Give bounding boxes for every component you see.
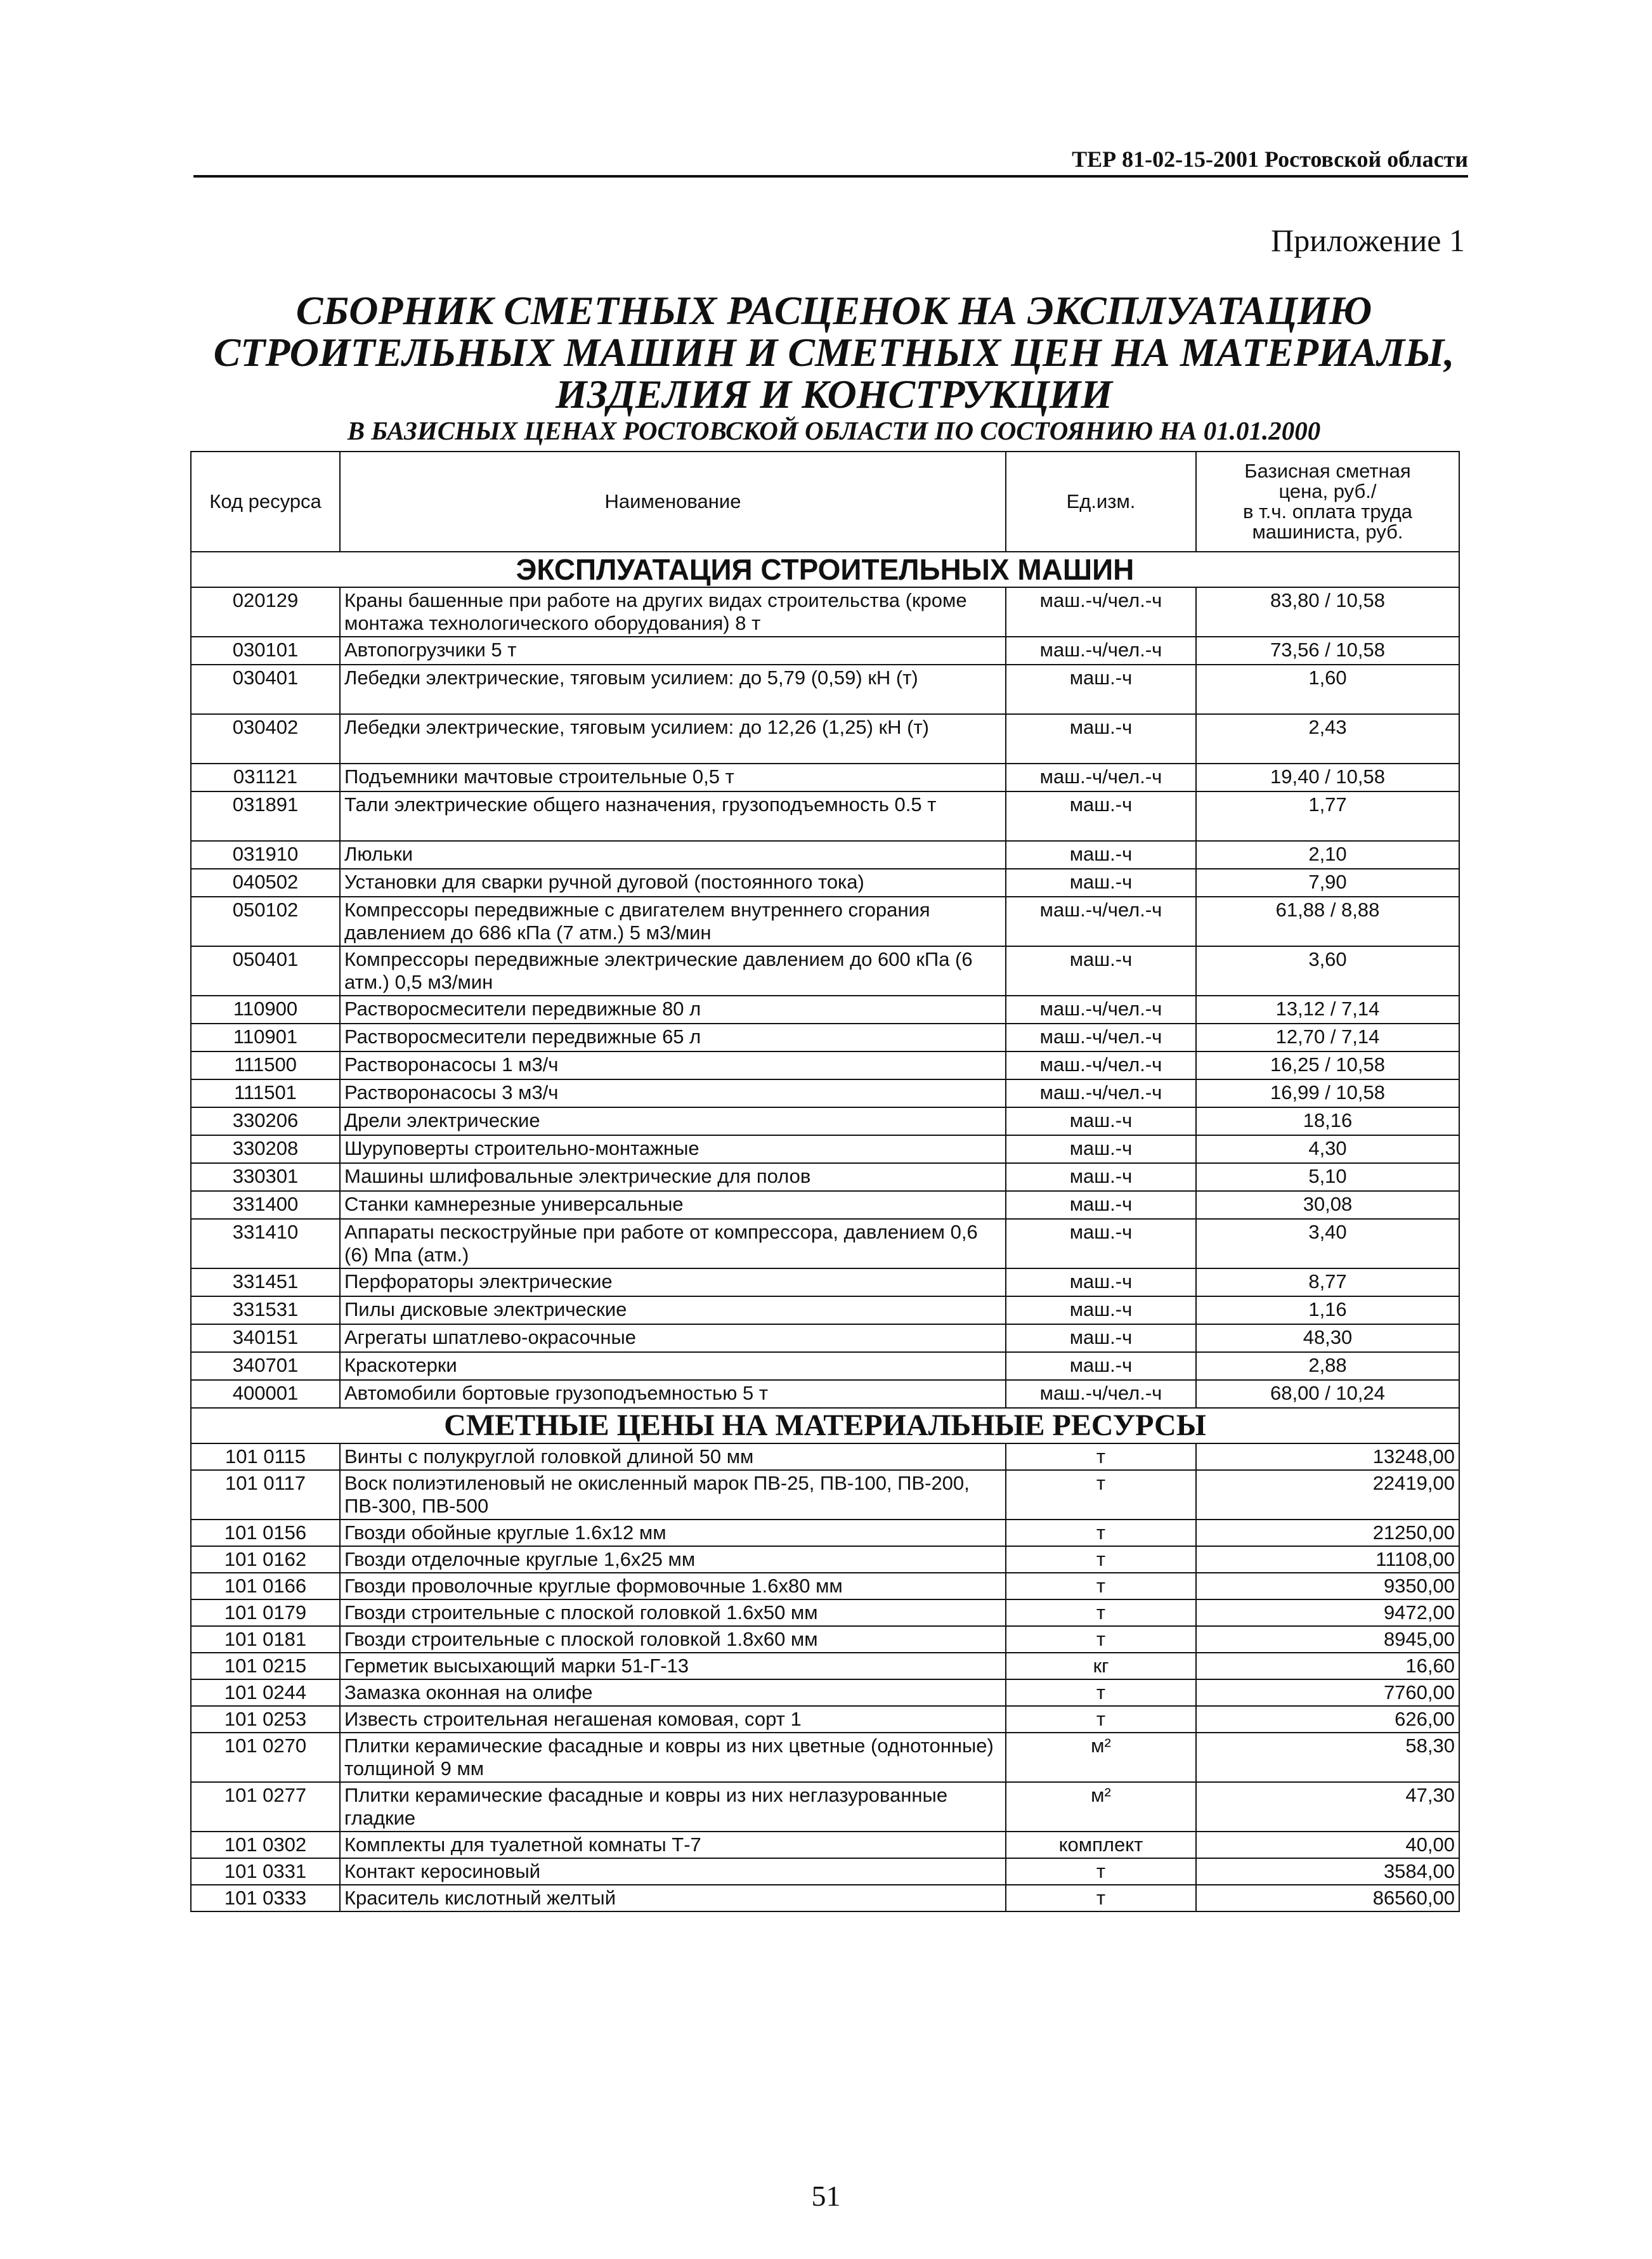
table-row: [191, 1733, 1459, 1782]
resource-name: Дрели электрические: [340, 1107, 1006, 1135]
unit-of-measure: маш.-ч: [1006, 1219, 1196, 1268]
unit-of-measure: т: [1006, 1573, 1196, 1599]
unit-of-measure: т: [1006, 1546, 1196, 1573]
base-price: 58,30: [1196, 1733, 1459, 1782]
base-price: 19,40 / 10,58: [1196, 764, 1459, 791]
resource-name: Люльки: [340, 841, 1006, 869]
resource-code: 101 0181: [191, 1626, 340, 1653]
col-header-price: [1196, 452, 1459, 552]
base-price: 16,60: [1196, 1653, 1459, 1679]
unit-of-measure: маш.-ч: [1006, 1163, 1196, 1191]
base-price: 4,30: [1196, 1135, 1459, 1163]
resource-code: 030101: [191, 637, 340, 665]
resource-name: Замазка оконная на олифе: [340, 1679, 1006, 1706]
unit-of-measure: маш.-ч: [1006, 1135, 1196, 1163]
resource-code: 110900: [191, 996, 340, 1024]
table-row: [191, 791, 1459, 841]
resource-code: 031121: [191, 764, 340, 791]
resource-name: Автопогрузчики 5 т: [340, 637, 1006, 665]
unit-of-measure: маш.-ч: [1006, 1191, 1196, 1219]
table-row: [191, 1268, 1459, 1296]
base-price: 83,80 / 10,58: [1196, 587, 1459, 637]
col-header-price-line-1: Базисная сметная: [1244, 460, 1411, 482]
table-row: [191, 587, 1459, 637]
base-price: 30,08: [1196, 1191, 1459, 1219]
unit-of-measure: маш.-ч: [1006, 714, 1196, 764]
table-row: [191, 1107, 1459, 1135]
unit-of-measure: маш.-ч: [1006, 1107, 1196, 1135]
document-header: [193, 145, 1468, 178]
table-row: [191, 841, 1459, 869]
resource-name: Гвозди строительные с плоской головкой 1.6x50 мм: [340, 1599, 1006, 1626]
unit-of-measure: маш.-ч/чел.-ч: [1006, 637, 1196, 665]
resource-name: Гвозди отделочные круглые 1,6x25 мм: [340, 1546, 1006, 1573]
title-line-3: ИЗДЕЛИЯ И КОНСТРУКЦИИ: [555, 372, 1113, 417]
resource-name: Комплекты для туалетной комнаты Т-7: [340, 1832, 1006, 1858]
table-header-row: [191, 452, 1459, 552]
unit-of-measure: маш.-ч: [1006, 1268, 1196, 1296]
base-price: 40,00: [1196, 1832, 1459, 1858]
table-row: [191, 1832, 1459, 1858]
resource-code: 101 0215: [191, 1653, 340, 1679]
table-row: [191, 897, 1459, 946]
table-row: [191, 1546, 1459, 1573]
resource-name: Компрессоры передвижные с двигателем внутреннего сгорания давлением до 686 кПа (7 атм.) 5 м3/мин: [340, 897, 1006, 946]
resource-name: Воск полиэтиленовый не окисленный марок ПВ-25, ПВ-100, ПВ-200, ПВ-300, ПВ-500: [340, 1470, 1006, 1520]
col-header-price-line-2: цена, руб./: [1278, 480, 1377, 502]
table-row: [191, 1352, 1459, 1380]
unit-of-measure: маш.-ч: [1006, 869, 1196, 897]
unit-of-measure: т: [1006, 1470, 1196, 1520]
resource-name: Агрегаты шпатлево-окрасочные: [340, 1324, 1006, 1352]
table-row: [191, 1079, 1459, 1107]
table-row: [191, 1599, 1459, 1626]
base-price: 3,60: [1196, 946, 1459, 996]
resource-name: Краситель кислотный желтый: [340, 1885, 1006, 1911]
unit-of-measure: т: [1006, 1520, 1196, 1546]
resource-code: 331531: [191, 1296, 340, 1324]
unit-of-measure: т: [1006, 1885, 1196, 1911]
col-header-price-line-3: в т.ч. оплата труда: [1242, 500, 1413, 523]
table-row: [191, 1135, 1459, 1163]
resource-code: 020129: [191, 587, 340, 637]
table-row: [191, 1051, 1459, 1079]
unit-of-measure: комплект: [1006, 1832, 1196, 1858]
resource-code: 101 0253: [191, 1706, 340, 1733]
unit-of-measure: т: [1006, 1626, 1196, 1653]
resource-code: 331410: [191, 1219, 340, 1268]
resource-name: Растворосмесители передвижные 65 л: [340, 1024, 1006, 1051]
base-price: 68,00 / 10,24: [1196, 1380, 1459, 1408]
resource-name: Растворонасосы 1 м3/ч: [340, 1051, 1006, 1079]
resource-name: Машины шлифовальные электрические для полов: [340, 1163, 1006, 1191]
resource-name: Гвозди обойные круглые 1.6x12 мм: [340, 1520, 1006, 1546]
unit-of-measure: маш.-ч: [1006, 946, 1196, 996]
resource-code: 031910: [191, 841, 340, 869]
resource-code: 030401: [191, 665, 340, 714]
resource-code: 101 0244: [191, 1679, 340, 1706]
unit-of-measure: маш.-ч/чел.-ч: [1006, 1079, 1196, 1107]
resource-name: Компрессоры передвижные электрические давлением до 600 кПа (6 атм.) 0,5 м3/мин: [340, 946, 1006, 996]
resource-name: Известь строительная негашеная комовая, сорт 1: [340, 1706, 1006, 1733]
title-line-1: СБОРНИК СМЕТНЫХ РАСЦЕНОК НА ЭКСПЛУАТАЦИЮ: [296, 288, 1372, 333]
resource-name: Краны башенные при работе на других видах строительства (кроме монтажа технологического оборудования) 8 т: [340, 587, 1006, 637]
resource-code: 101 0333: [191, 1885, 340, 1911]
unit-of-measure: м²: [1006, 1733, 1196, 1782]
resource-code: 340701: [191, 1352, 340, 1380]
unit-of-measure: маш.-ч/чел.-ч: [1006, 1051, 1196, 1079]
table-row: [191, 1653, 1459, 1679]
col-header-name: Наименование: [340, 452, 1006, 552]
resource-name: Гвозди строительные с плоской головкой 1.8x60 мм: [340, 1626, 1006, 1653]
base-price: 9350,00: [1196, 1573, 1459, 1599]
base-price: 13248,00: [1196, 1443, 1459, 1470]
base-price: 22419,00: [1196, 1470, 1459, 1520]
base-price: 8945,00: [1196, 1626, 1459, 1653]
resource-code: 331400: [191, 1191, 340, 1219]
base-price: 8,77: [1196, 1268, 1459, 1296]
base-price: 9472,00: [1196, 1599, 1459, 1626]
resource-code: 030402: [191, 714, 340, 764]
table-row: [191, 1858, 1459, 1885]
resource-code: 050102: [191, 897, 340, 946]
unit-of-measure: маш.-ч: [1006, 1296, 1196, 1324]
unit-of-measure: маш.-ч: [1006, 665, 1196, 714]
base-price: 7,90: [1196, 869, 1459, 897]
unit-of-measure: маш.-ч: [1006, 841, 1196, 869]
base-price: 2,88: [1196, 1352, 1459, 1380]
resource-name: Гвозди проволочные круглые формовочные 1.6x80 мм: [340, 1573, 1006, 1599]
base-price: 16,25 / 10,58: [1196, 1051, 1459, 1079]
base-price: 626,00: [1196, 1706, 1459, 1733]
resource-name: Станки камнерезные универсальные: [340, 1191, 1006, 1219]
resource-name: Перфораторы электрические: [340, 1268, 1006, 1296]
document-subtitle: В БАЗИСНЫХ ЦЕНАХ РОСТОВСКОЙ ОБЛАСТИ ПО СОСТОЯНИЮ НА 01.01.2000: [347, 416, 1321, 445]
resource-name: Тали электрические общего назначения, грузоподъемность 0.5 т: [340, 791, 1006, 841]
resource-code: 111501: [191, 1079, 340, 1107]
resource-name: Плитки керамические фасадные и ковры из них неглазурованные гладкие: [340, 1782, 1006, 1832]
resource-code: 101 0302: [191, 1832, 340, 1858]
resource-code: 050401: [191, 946, 340, 996]
resource-code: 101 0156: [191, 1520, 340, 1546]
title-line-2: СТРОИТЕЛЬНЫХ МАШИН И СМЕТНЫХ ЦЕН НА МАТЕРИАЛЫ,: [213, 330, 1455, 375]
unit-of-measure: маш.-ч: [1006, 1324, 1196, 1352]
resource-name: Плитки керамические фасадные и ковры из них цветные (однотонные) толщиной 9 мм: [340, 1733, 1006, 1782]
resource-code: 101 0270: [191, 1733, 340, 1782]
appendix-label: Приложение 1: [1271, 223, 1465, 258]
table-row: [191, 1782, 1459, 1832]
table-row: [191, 1626, 1459, 1653]
table-row: [191, 869, 1459, 897]
resource-name: Аппараты пескоструйные при работе от компрессора, давлением 0,6 (6) Мпа (атм.): [340, 1219, 1006, 1268]
resource-name: Лебедки электрические, тяговым усилием: до 12,26 (1,25) кН (т): [340, 714, 1006, 764]
base-price: 18,16: [1196, 1107, 1459, 1135]
unit-of-measure: т: [1006, 1443, 1196, 1470]
price-table: [190, 451, 1460, 1912]
base-price: 2,43: [1196, 714, 1459, 764]
base-price: 11108,00: [1196, 1546, 1459, 1573]
base-price: 12,70 / 7,14: [1196, 1024, 1459, 1051]
base-price: 73,56 / 10,58: [1196, 637, 1459, 665]
base-price: 1,77: [1196, 791, 1459, 841]
resource-name: Пилы дисковые электрические: [340, 1296, 1006, 1324]
table-row: [191, 1024, 1459, 1051]
resource-code: 101 0166: [191, 1573, 340, 1599]
col-header-unit: Ед.изм.: [1006, 452, 1196, 552]
resource-name: Лебедки электрические, тяговым усилием: до 5,79 (0,59) кН (т): [340, 665, 1006, 714]
resource-name: Винты с полукруглой головкой длиной 50 мм: [340, 1443, 1006, 1470]
unit-of-measure: маш.-ч/чел.-ч: [1006, 1380, 1196, 1408]
resource-code: 330206: [191, 1107, 340, 1135]
resource-name: Контакт керосиновый: [340, 1858, 1006, 1885]
table-row: [191, 1191, 1459, 1219]
col-header-code: Код ресурса: [191, 452, 340, 552]
table-row: [191, 764, 1459, 791]
base-price: 3584,00: [1196, 1858, 1459, 1885]
section-header-row: [191, 1408, 1459, 1443]
table-row: [191, 637, 1459, 665]
resource-name: Шуруповерты строительно-монтажные: [340, 1135, 1006, 1163]
unit-of-measure: т: [1006, 1599, 1196, 1626]
resource-code: 400001: [191, 1380, 340, 1408]
table-row: [191, 1219, 1459, 1268]
unit-of-measure: маш.-ч/чел.-ч: [1006, 897, 1196, 946]
table-row: [191, 665, 1459, 714]
table-row: [191, 1380, 1459, 1408]
unit-of-measure: т: [1006, 1706, 1196, 1733]
resource-name: Установки для сварки ручной дуговой (постоянного тока): [340, 869, 1006, 897]
document-reference: ТЕР 81-02-15-2001 Ростовской области: [1072, 146, 1468, 172]
table-row: [191, 1706, 1459, 1733]
table-row: [191, 1163, 1459, 1191]
resource-name: Краскотерки: [340, 1352, 1006, 1380]
table-row: [191, 996, 1459, 1024]
table-row: [191, 1885, 1459, 1911]
section-header-row: [191, 552, 1459, 587]
base-price: 21250,00: [1196, 1520, 1459, 1546]
resource-code: 340151: [191, 1324, 340, 1352]
resource-code: 330208: [191, 1135, 340, 1163]
base-price: 5,10: [1196, 1163, 1459, 1191]
resource-code: 330301: [191, 1163, 340, 1191]
table-row: [191, 946, 1459, 996]
resource-code: 331451: [191, 1268, 340, 1296]
base-price: 13,12 / 7,14: [1196, 996, 1459, 1024]
resource-name: Растворонасосы 3 м3/ч: [340, 1079, 1006, 1107]
unit-of-measure: т: [1006, 1679, 1196, 1706]
resource-code: 101 0179: [191, 1599, 340, 1626]
resource-code: 040502: [191, 869, 340, 897]
section-title: СМЕТНЫЕ ЦЕНЫ НА МАТЕРИАЛЬНЫЕ РЕСУРСЫ: [191, 1408, 1459, 1443]
resource-name: Подъемники мачтовые строительные 0,5 т: [340, 764, 1006, 791]
table-row: [191, 1573, 1459, 1599]
page-number: 51: [811, 2180, 841, 2212]
table-row: [191, 714, 1459, 764]
table-row: [191, 1296, 1459, 1324]
table-row: [191, 1443, 1459, 1470]
base-price: 1,16: [1196, 1296, 1459, 1324]
unit-of-measure: маш.-ч/чел.-ч: [1006, 996, 1196, 1024]
resource-code: 111500: [191, 1051, 340, 1079]
resource-code: 101 0117: [191, 1470, 340, 1520]
section-title: ЭКСПЛУАТАЦИЯ СТРОИТЕЛЬНЫХ МАШИН: [191, 552, 1459, 587]
base-price: 47,30: [1196, 1782, 1459, 1832]
base-price: 86560,00: [1196, 1885, 1459, 1911]
price-table-container: [190, 451, 1459, 1912]
resource-code: 101 0331: [191, 1858, 340, 1885]
base-price: 48,30: [1196, 1324, 1459, 1352]
table-row: [191, 1520, 1459, 1546]
table-body: [191, 552, 1459, 1911]
unit-of-measure: м²: [1006, 1782, 1196, 1832]
base-price: 1,60: [1196, 665, 1459, 714]
resource-code: 101 0162: [191, 1546, 340, 1573]
col-header-price-line-4: машиниста, руб.: [1252, 521, 1403, 543]
table-row: [191, 1324, 1459, 1352]
resource-name: Автомобили бортовые грузоподъемностью 5 т: [340, 1380, 1006, 1408]
unit-of-measure: маш.-ч/чел.-ч: [1006, 1024, 1196, 1051]
base-price: 7760,00: [1196, 1679, 1459, 1706]
unit-of-measure: т: [1006, 1858, 1196, 1885]
unit-of-measure: маш.-ч/чел.-ч: [1006, 587, 1196, 637]
table-row: [191, 1470, 1459, 1520]
unit-of-measure: маш.-ч: [1006, 791, 1196, 841]
base-price: 16,99 / 10,58: [1196, 1079, 1459, 1107]
table-row: [191, 1679, 1459, 1706]
resource-code: 031891: [191, 791, 340, 841]
resource-code: 110901: [191, 1024, 340, 1051]
base-price: 3,40: [1196, 1219, 1459, 1268]
resource-code: 101 0115: [191, 1443, 340, 1470]
unit-of-measure: маш.-ч/чел.-ч: [1006, 764, 1196, 791]
base-price: 61,88 / 8,88: [1196, 897, 1459, 946]
resource-code: 101 0277: [191, 1782, 340, 1832]
resource-name: Герметик высыхающий марки 51-Г-13: [340, 1653, 1006, 1679]
unit-of-measure: маш.-ч: [1006, 1352, 1196, 1380]
unit-of-measure: кг: [1006, 1653, 1196, 1679]
resource-name: Растворосмесители передвижные 80 л: [340, 996, 1006, 1024]
base-price: 2,10: [1196, 841, 1459, 869]
